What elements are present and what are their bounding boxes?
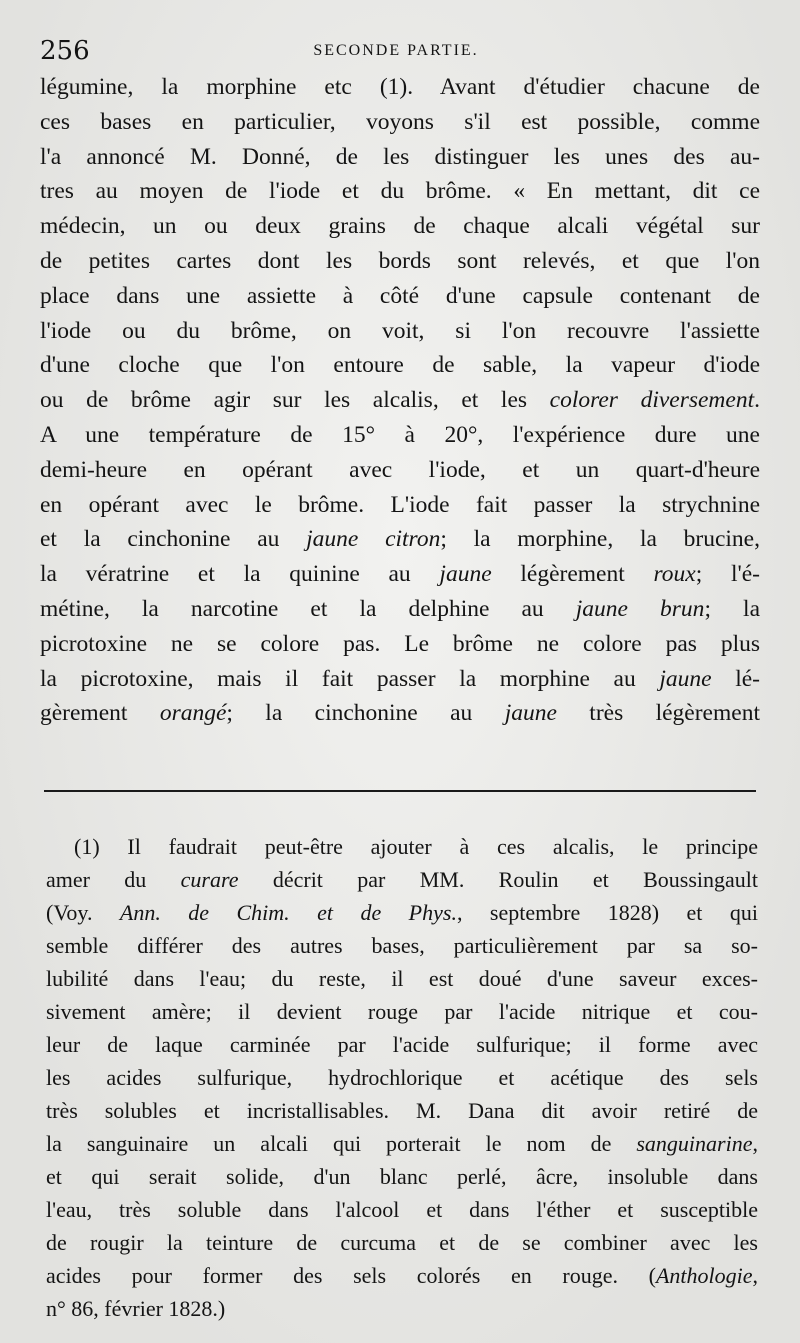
footnote-line: amer du curare décrit par MM. Roulin et Boussingault bbox=[46, 867, 759, 892]
text-line: la vératrine et la quinine au jaune légèrement roux; l'é- bbox=[40, 561, 760, 588]
text-line: en opérant avec le brôme. L'iode fait passer la strychnine bbox=[40, 491, 760, 518]
text-line: et la cinchonine au jaune citron; la morphine, la brucine, bbox=[40, 526, 760, 553]
footnote-line: semble différer des autres bases, particulièrement par sa so- bbox=[46, 933, 758, 958]
text-line: ces bases en particulier, voyons s'il est possible, comme bbox=[40, 108, 760, 135]
text-line: la picrotoxine, mais il fait passer la morphine au jaune lé- bbox=[40, 665, 760, 692]
text-line: médecin, un ou deux grains de chaque alcali végétal sur bbox=[40, 213, 760, 240]
page-header bbox=[40, 34, 752, 68]
text-line: gèrement orangé; la cinchonine au jaune très légèrement bbox=[40, 700, 760, 727]
footnote-line: très solubles et incristallisables. M. Dana dit avoir retiré de bbox=[46, 1098, 758, 1123]
footnote-line: lubilité dans l'eau; du reste, il est doué d'une saveur exces- bbox=[46, 966, 758, 991]
text-line: l'a annoncé M. Donné, de les distinguer les unes des au- bbox=[40, 143, 760, 170]
text-line: d'une cloche que l'on entoure de sable, la vapeur d'iode bbox=[40, 352, 760, 379]
text-line: métine, la narcotine et la delphine au jaune brun; la bbox=[40, 595, 760, 622]
text-line: picrotoxine ne se colore pas. Le brôme ne colore pas plus bbox=[40, 630, 760, 657]
text-line: de petites cartes dont les bords sont relevés, et que l'on bbox=[40, 247, 760, 274]
footnote-line: de rougir la teinture de curcuma et de se combiner avec les bbox=[46, 1230, 758, 1255]
footnote-line: sivement amère; il devient rouge par l'acide nitrique et cou- bbox=[46, 999, 758, 1024]
footnote-block bbox=[46, 830, 758, 1325]
footnote-line: et qui serait solide, d'un blanc perlé, âcre, insoluble dans bbox=[46, 1164, 758, 1189]
main-text-block bbox=[40, 70, 760, 731]
footnote-line: (Voy. Ann. de Chim. et de Phys., septembre 1828) et qui bbox=[46, 900, 758, 925]
footnote-rule bbox=[44, 790, 756, 792]
text-line: tres au moyen de l'iode et du brôme. « En mettant, dit ce bbox=[40, 178, 760, 205]
footnote-line: acides pour former des sels colorés en rouge. (Anthologie, bbox=[46, 1263, 758, 1288]
text-line: place dans une assiette à côté d'une capsule contenant de bbox=[40, 282, 760, 309]
footnote-line: la sanguinaire un alcali qui porterait le nom de sanguinarine, bbox=[46, 1131, 758, 1156]
text-line: ou de brôme agir sur les alcalis, et les colorer diversement. bbox=[40, 387, 760, 414]
footnote-line: leur de laque carminée par l'acide sulfurique; il forme avec bbox=[46, 1032, 758, 1057]
text-line: A une température de 15° à 20°, l'expérience dure une bbox=[40, 421, 760, 448]
footnote-line: (1) Il faudrait peut-être ajouter à ces alcalis, le principe bbox=[74, 834, 758, 859]
text-line: l'iode ou du brôme, on voit, si l'on recouvre l'assiette bbox=[40, 317, 760, 344]
footnote-line: n° 86, février 1828.) bbox=[46, 1296, 226, 1321]
running-head: SECONDE PARTIE. bbox=[313, 42, 479, 59]
page-number: 256 bbox=[40, 36, 90, 66]
footnote-line: l'eau, très soluble dans l'alcool et dans l'éther et susceptible bbox=[46, 1197, 758, 1222]
text-line: légumine, la morphine etc (1). Avant d'étudier chacune de bbox=[40, 74, 760, 100]
text-line: demi-heure en opérant avec l'iode, et un quart-d'heure bbox=[40, 456, 760, 483]
footnote-line: les acides sulfurique, hydrochlorique et acétique des sels bbox=[46, 1065, 758, 1090]
